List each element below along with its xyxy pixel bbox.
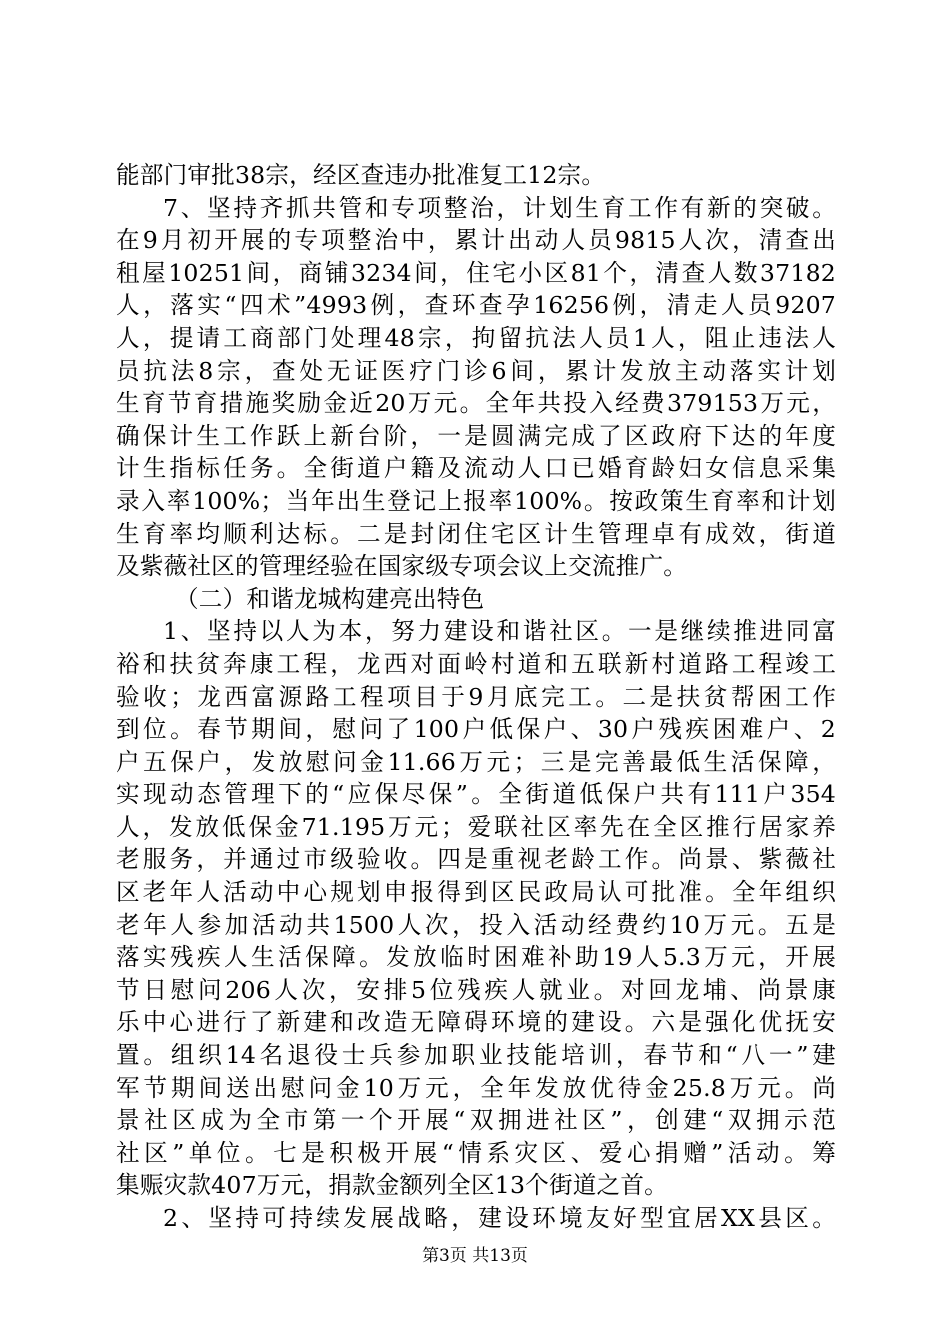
text-line: 景社区成为全市第一个开展“双拥进社区”，创建“双拥示范	[116, 1106, 836, 1135]
text-line: 人，提请工商部门处理48宗，拘留抗法人员1人，阻止违法人	[116, 323, 836, 352]
text-line: 集赈灾款407万元，捐款金额列全区13个街道之首。	[116, 1171, 668, 1200]
text-line: 人，落实“四术”4993例，查环查孕16256例，清走人员9207	[116, 291, 836, 320]
body-text	[116, 159, 836, 1235]
text-line: 区老年人活动中心规划申报得到区民政局认可批准。全年组织	[116, 878, 836, 907]
text-line: 实现动态管理下的“应保尽保”。全街道低保户共有111户354	[116, 780, 836, 809]
text-line: 验收；龙西富源路工程项目于9月底完工。二是扶贫帮困工作	[116, 682, 836, 711]
text-line: （二）和谐龙城构建亮出特色	[175, 584, 485, 613]
text-line: 落实残疾人生活保障。发放临时困难补助19人5.3万元，开展	[116, 943, 836, 972]
text-line: 租屋10251间，商铺3234间，住宅小区81个，清查人数37182	[116, 258, 836, 287]
text-line: 计生指标任务。全街道户籍及流动人口已婚育龄妇女信息采集	[116, 454, 836, 483]
text-line: 生育节育措施奖励金近20万元。全年共投入经费379153万元，	[116, 389, 836, 418]
text-line: 老年人参加活动共1500人次，投入活动经费约10万元。五是	[116, 910, 836, 939]
text-line: 录入率100%；当年出生登记上报率100%。按政策生育率和计划	[116, 486, 836, 515]
text-line: 2、坚持可持续发展战略，建设环境友好型宜居XX县区。	[163, 1204, 836, 1232]
text-line: 乐中心进行了新建和改造无障碍环境的建设。六是强化优抚安	[116, 1008, 836, 1037]
text-line: 1、坚持以人为本，努力建设和谐社区。一是继续推进同富	[163, 617, 836, 646]
text-line: 能部门审批38宗，经区查违办批准复工12宗。	[116, 161, 606, 189]
text-line: 老服务，并通过市级验收。四是重视老龄工作。尚景、紫薇社	[116, 845, 836, 874]
text-line: 生育率均顺利达标。二是封闭住宅区计生管理卓有成效，街道	[116, 519, 836, 548]
text-line: 社区”单位。七是积极开展“情系灾区、爱心捐赠”活动。筹	[116, 1138, 836, 1167]
text-line: 到位。春节期间，慰问了100户低保户、30户残疾困难户、2	[116, 715, 836, 744]
text-line: 及紫薇社区的管理经验在国家级专项会议上交流推广。	[116, 552, 688, 581]
text-line: 人，发放低保金71.195万元；爱联社区率先在全区推行居家养	[116, 812, 836, 841]
page-footer: 第3页 共13页	[422, 1246, 528, 1266]
text-line: 置。组织14名退役士兵参加职业技能培训，春节和“八一”建	[116, 1041, 836, 1070]
text-line: 节日慰问206人次，安排5位残疾人就业。对回龙埔、尚景康	[116, 975, 836, 1004]
text-line: 员抗法8宗，查处无证医疗门诊6间，累计发放主动落实计划	[116, 356, 836, 385]
text-line: 确保计生工作跃上新台阶，一是圆满完成了区政府下达的年度	[116, 421, 836, 450]
text-line: 军节期间送出慰问金10万元，全年发放优待金25.8万元。尚	[116, 1073, 836, 1102]
text-line: 在9月初开展的专项整治中，累计出动人员9815人次，清查出	[116, 226, 836, 255]
text-line: 户五保户，发放慰问金11.66万元；三是完善最低生活保障，	[116, 747, 836, 776]
text-line: 7、坚持齐抓共管和专项整治，计划生育工作有新的突破。	[163, 193, 836, 222]
text-line: 裕和扶贫奔康工程，龙西对面岭村道和五联新村道路工程竣工	[116, 649, 836, 678]
